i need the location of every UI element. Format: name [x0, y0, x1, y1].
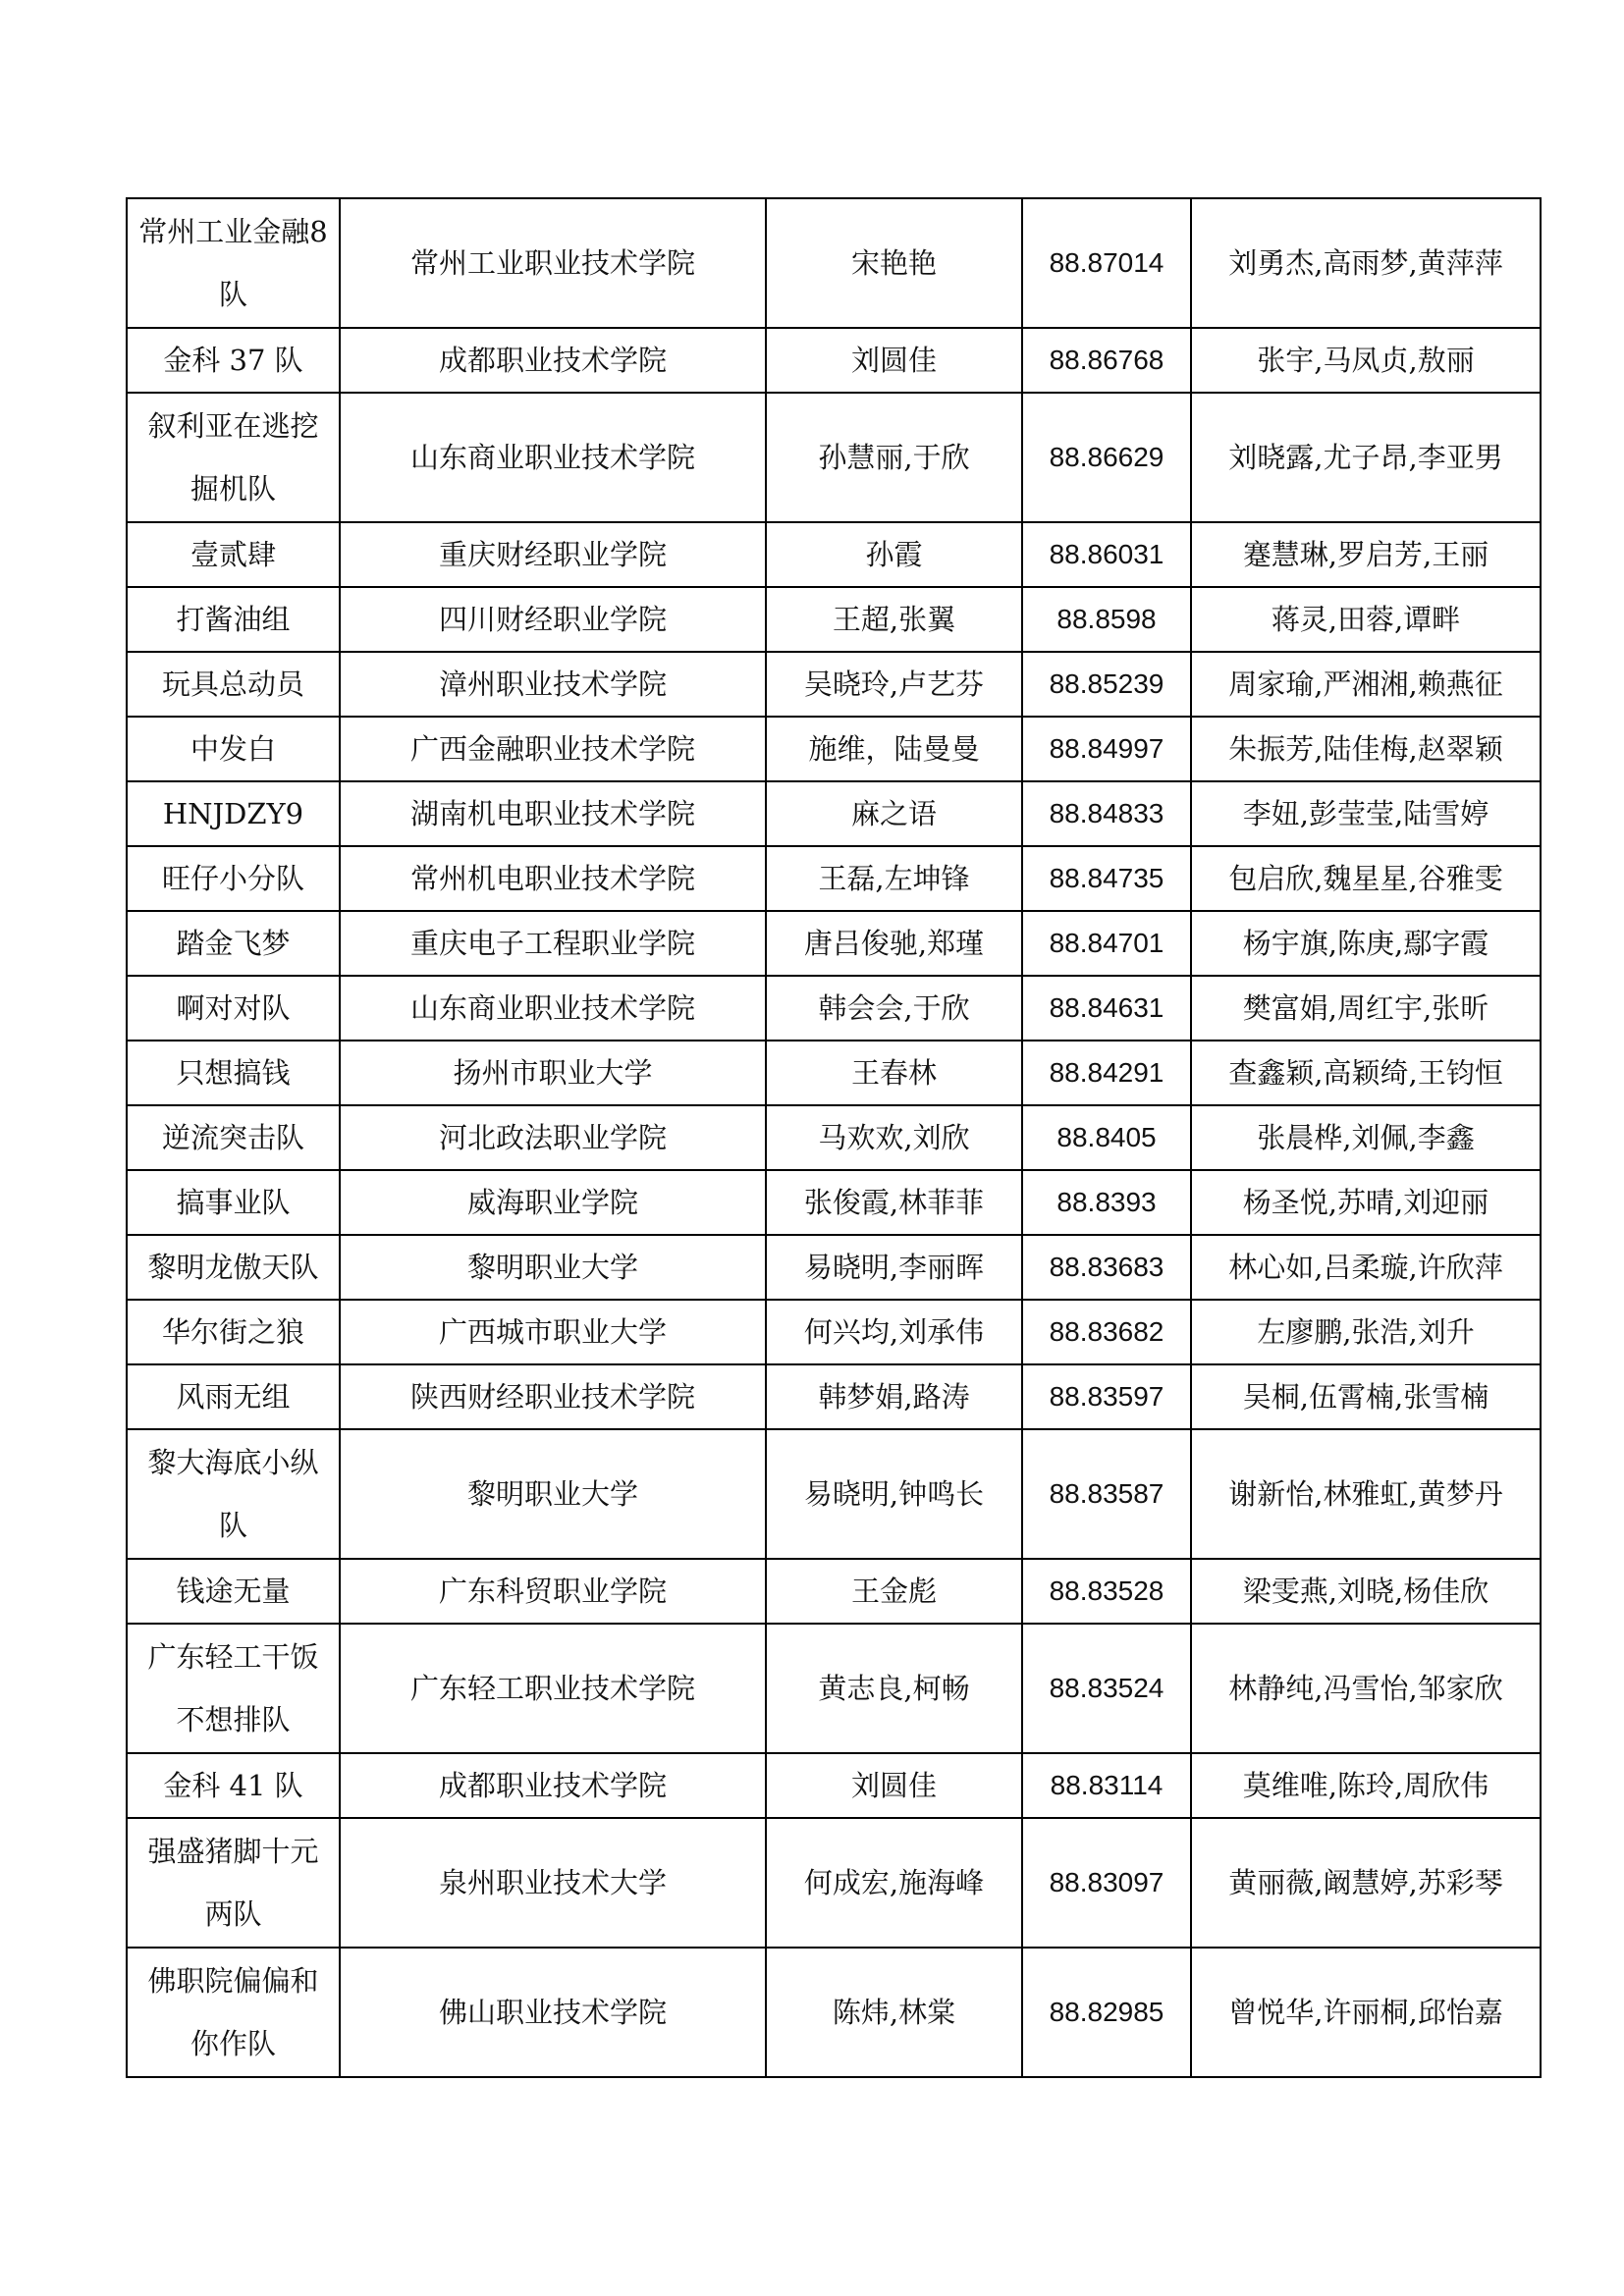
score-cell: 88.83097: [1022, 1818, 1191, 1948]
results-table-body: [127, 198, 1541, 2077]
advisor-cell: 何成宏,施海峰: [766, 1818, 1022, 1948]
team-name-cell: 啊对对队: [127, 976, 340, 1041]
score-cell: 88.86629: [1022, 393, 1191, 522]
advisor-cell: 王金彪: [766, 1559, 1022, 1624]
table-row: [127, 1818, 1541, 1948]
score-cell: 88.83597: [1022, 1364, 1191, 1429]
school-cell: 泉州职业技术大学: [340, 1818, 766, 1948]
team-name-cell: 黎大海底小纵队: [127, 1429, 340, 1559]
advisor-cell: 王超,张翼: [766, 587, 1022, 652]
members-cell: 朱振芳,陆佳梅,赵翠颖: [1191, 717, 1541, 781]
table-row: [127, 1559, 1541, 1624]
school-cell: 黎明职业大学: [340, 1429, 766, 1559]
table-row: [127, 1105, 1541, 1170]
members-cell: 张宇,马凤贞,敖丽: [1191, 328, 1541, 393]
table-row: [127, 911, 1541, 976]
score-cell: 88.87014: [1022, 198, 1191, 328]
advisor-cell: 韩梦娟,路涛: [766, 1364, 1022, 1429]
advisor-cell: 王磊,左坤锋: [766, 846, 1022, 911]
table-row: [127, 198, 1541, 328]
members-cell: 包启欣,魏星星,谷雅雯: [1191, 846, 1541, 911]
school-cell: 漳州职业技术学院: [340, 652, 766, 717]
members-cell: 刘晓露,尤子昂,李亚男: [1191, 393, 1541, 522]
team-name-cell: 逆流突击队: [127, 1105, 340, 1170]
members-cell: 李妞,彭莹莹,陆雪婷: [1191, 781, 1541, 846]
school-cell: 山东商业职业技术学院: [340, 393, 766, 522]
members-cell: 谢新怡,林雅虹,黄梦丹: [1191, 1429, 1541, 1559]
members-cell: 樊富娟,周红宇,张昕: [1191, 976, 1541, 1041]
members-cell: 查鑫颖,高颖绮,王钧恒: [1191, 1041, 1541, 1105]
score-cell: 88.83114: [1022, 1753, 1191, 1818]
score-cell: 88.86768: [1022, 328, 1191, 393]
results-table: [126, 197, 1542, 2078]
school-cell: 佛山职业技术学院: [340, 1948, 766, 2077]
team-name-cell: HNJDZY9: [127, 781, 340, 846]
members-cell: 杨圣悦,苏晴,刘迎丽: [1191, 1170, 1541, 1235]
advisor-cell: 马欢欢,刘欣: [766, 1105, 1022, 1170]
team-name-cell: 黎明龙傲天队: [127, 1235, 340, 1300]
school-cell: 威海职业学院: [340, 1170, 766, 1235]
school-cell: 广西金融职业技术学院: [340, 717, 766, 781]
score-cell: 88.83587: [1022, 1429, 1191, 1559]
members-cell: 左廖鹏,张浩,刘升: [1191, 1300, 1541, 1364]
team-name-cell: 旺仔小分队: [127, 846, 340, 911]
table-row: [127, 1429, 1541, 1559]
school-cell: 河北政法职业学院: [340, 1105, 766, 1170]
advisor-cell: 孙慧丽,于欣: [766, 393, 1022, 522]
score-cell: 88.82985: [1022, 1948, 1191, 2077]
advisor-cell: 陈炜,林棠: [766, 1948, 1022, 2077]
team-name-cell: 踏金飞梦: [127, 911, 340, 976]
score-cell: 88.8598: [1022, 587, 1191, 652]
table-row: [127, 328, 1541, 393]
advisor-cell: 孙霞: [766, 522, 1022, 587]
score-cell: 88.85239: [1022, 652, 1191, 717]
advisor-cell: 易晓明,钟鸣长: [766, 1429, 1022, 1559]
school-cell: 广西城市职业大学: [340, 1300, 766, 1364]
table-row: [127, 522, 1541, 587]
members-cell: 莫维唯,陈玲,周欣伟: [1191, 1753, 1541, 1818]
members-cell: 梁雯燕,刘晓,杨佳欣: [1191, 1559, 1541, 1624]
school-cell: 重庆电子工程职业学院: [340, 911, 766, 976]
score-cell: 88.84735: [1022, 846, 1191, 911]
table-row: [127, 1170, 1541, 1235]
score-cell: 88.83682: [1022, 1300, 1191, 1364]
team-name-cell: 佛职院偏偏和你作队: [127, 1948, 340, 2077]
score-cell: 88.8393: [1022, 1170, 1191, 1235]
advisor-cell: 王春林: [766, 1041, 1022, 1105]
advisor-cell: 黄志良,柯畅: [766, 1624, 1022, 1753]
school-cell: 湖南机电职业技术学院: [340, 781, 766, 846]
team-name-cell: 中发白: [127, 717, 340, 781]
team-name-cell: 搞事业队: [127, 1170, 340, 1235]
team-name-cell: 华尔街之狼: [127, 1300, 340, 1364]
school-cell: 成都职业技术学院: [340, 1753, 766, 1818]
score-cell: 88.84833: [1022, 781, 1191, 846]
score-cell: 88.84997: [1022, 717, 1191, 781]
team-name-cell: 打酱油组: [127, 587, 340, 652]
members-cell: 林静纯,冯雪怡,邹家欣: [1191, 1624, 1541, 1753]
advisor-cell: 吴晓玲,卢艺芬: [766, 652, 1022, 717]
score-cell: 88.8405: [1022, 1105, 1191, 1170]
advisor-cell: 易晓明,李丽晖: [766, 1235, 1022, 1300]
score-cell: 88.86031: [1022, 522, 1191, 587]
advisor-cell: 刘圆佳: [766, 1753, 1022, 1818]
table-row: [127, 846, 1541, 911]
team-name-cell: 金科 41 队: [127, 1753, 340, 1818]
members-cell: 杨宇旗,陈庚,鄢字霞: [1191, 911, 1541, 976]
team-name-cell: 强盛猪脚十元两队: [127, 1818, 340, 1948]
team-name-cell: 叙利亚在逃挖掘机队: [127, 393, 340, 522]
school-cell: 广东轻工职业技术学院: [340, 1624, 766, 1753]
score-cell: 88.84291: [1022, 1041, 1191, 1105]
advisor-cell: 唐吕俊驰,郑瑾: [766, 911, 1022, 976]
school-cell: 山东商业职业技术学院: [340, 976, 766, 1041]
table-row: [127, 1041, 1541, 1105]
table-row: [127, 1300, 1541, 1364]
score-cell: 88.83524: [1022, 1624, 1191, 1753]
members-cell: 黄丽薇,阚慧婷,苏彩琴: [1191, 1818, 1541, 1948]
members-cell: 刘勇杰,高雨梦,黄萍萍: [1191, 198, 1541, 328]
school-cell: 成都职业技术学院: [340, 328, 766, 393]
school-cell: 常州机电职业技术学院: [340, 846, 766, 911]
team-name-cell: 广东轻工干饭不想排队: [127, 1624, 340, 1753]
score-cell: 88.84701: [1022, 911, 1191, 976]
team-name-cell: 钱途无量: [127, 1559, 340, 1624]
school-cell: 陕西财经职业技术学院: [340, 1364, 766, 1429]
score-cell: 88.84631: [1022, 976, 1191, 1041]
school-cell: 黎明职业大学: [340, 1235, 766, 1300]
table-row: [127, 717, 1541, 781]
table-row: [127, 781, 1541, 846]
team-name-cell: 风雨无组: [127, 1364, 340, 1429]
school-cell: 常州工业职业技术学院: [340, 198, 766, 328]
table-row: [127, 1948, 1541, 2077]
table-row: [127, 1624, 1541, 1753]
table-row: [127, 1235, 1541, 1300]
table-row: [127, 1364, 1541, 1429]
school-cell: 四川财经职业学院: [340, 587, 766, 652]
advisor-cell: 宋艳艳: [766, 198, 1022, 328]
members-cell: 吴桐,伍霄楠,张雪楠: [1191, 1364, 1541, 1429]
school-cell: 重庆财经职业学院: [340, 522, 766, 587]
advisor-cell: 刘圆佳: [766, 328, 1022, 393]
advisor-cell: 何兴均,刘承伟: [766, 1300, 1022, 1364]
advisor-cell: 张俊霞,林菲菲: [766, 1170, 1022, 1235]
members-cell: 周家瑜,严湘湘,赖燕征: [1191, 652, 1541, 717]
team-name-cell: 玩具总动员: [127, 652, 340, 717]
advisor-cell: 麻之语: [766, 781, 1022, 846]
advisor-cell: 韩会会,于欣: [766, 976, 1022, 1041]
team-name-cell: 金科 37 队: [127, 328, 340, 393]
members-cell: 林心如,吕柔璇,许欣萍: [1191, 1235, 1541, 1300]
team-name-cell: 只想搞钱: [127, 1041, 340, 1105]
table-row: [127, 393, 1541, 522]
school-cell: 扬州市职业大学: [340, 1041, 766, 1105]
school-cell: 广东科贸职业学院: [340, 1559, 766, 1624]
table-row: [127, 1753, 1541, 1818]
advisor-cell: 施维，陆曼曼: [766, 717, 1022, 781]
score-cell: 88.83683: [1022, 1235, 1191, 1300]
table-row: [127, 652, 1541, 717]
team-name-cell: 壹贰肆: [127, 522, 340, 587]
members-cell: 蒋灵,田蓉,谭畔: [1191, 587, 1541, 652]
members-cell: 蹇慧琳,罗启芳,王丽: [1191, 522, 1541, 587]
members-cell: 曾悦华,许丽桐,邱怡嘉: [1191, 1948, 1541, 2077]
table-row: [127, 587, 1541, 652]
score-cell: 88.83528: [1022, 1559, 1191, 1624]
table-row: [127, 976, 1541, 1041]
members-cell: 张晨桦,刘佩,李鑫: [1191, 1105, 1541, 1170]
team-name-cell: 常州工业金融8队: [127, 198, 340, 328]
